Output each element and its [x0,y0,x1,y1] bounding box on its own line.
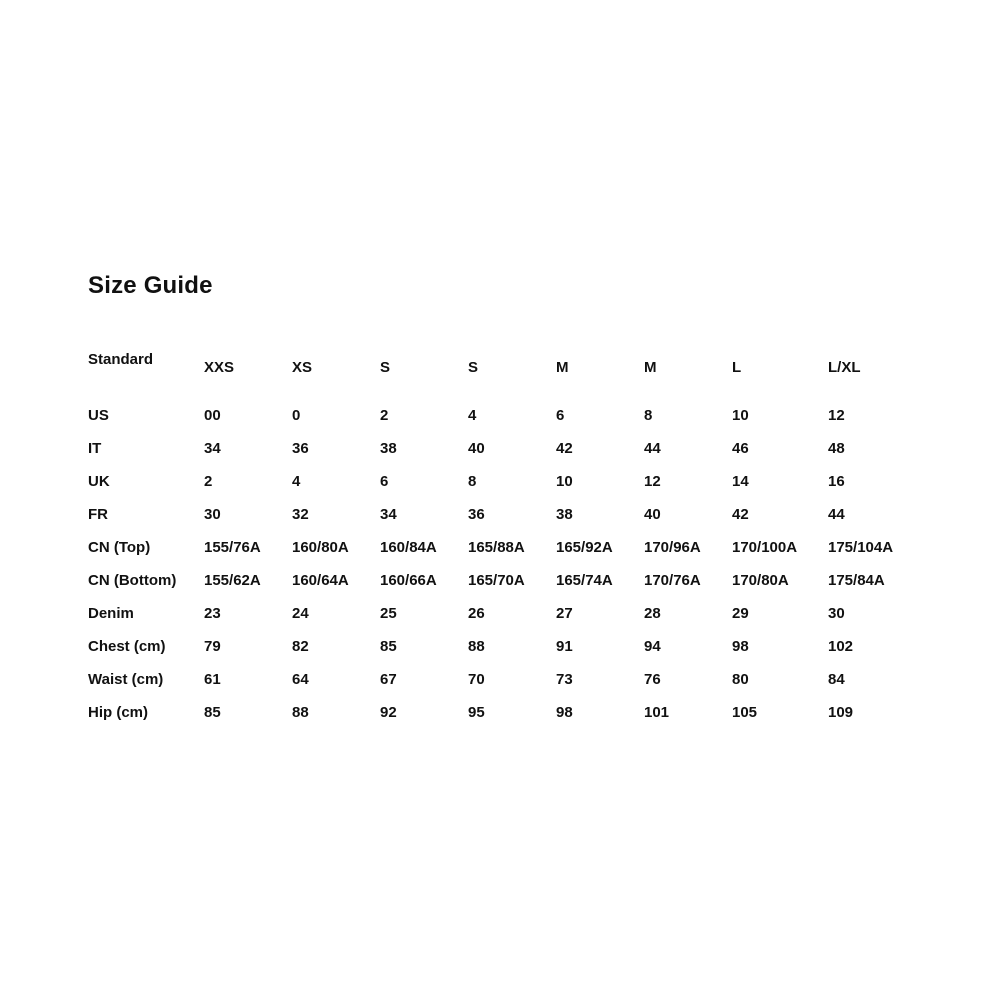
table-row [88,605,918,638]
table-cell: 32 [292,506,309,523]
table-cell: 165/74A [556,572,613,589]
table-cell: 105 [732,704,758,721]
table-cell: 42 [732,506,749,523]
table-cell: 2 [204,473,213,490]
table-cell: 42 [556,440,573,457]
table-cell: 44 [644,440,661,457]
table-cell: 160/84A [380,539,437,556]
table-cell: 84 [828,671,845,688]
table-body [88,399,918,737]
table-cell: 170/100A [732,539,798,556]
table-cell: 4 [468,407,477,424]
table-row [88,506,918,539]
table-cell: 160/64A [292,572,349,589]
row-label: Chest (cm) [88,638,166,655]
table-cell: 70 [468,671,485,688]
header-size: S [468,359,479,376]
table-cell: 94 [644,638,661,655]
header-size: M [556,359,569,376]
table-cell: 82 [292,638,309,655]
table-cell: 85 [380,638,397,655]
table-row [88,399,918,440]
table-cell: 155/62A [204,572,261,589]
row-label: Denim [88,605,134,622]
table-cell: 28 [644,605,661,622]
table-cell: 64 [292,671,309,688]
table-cell: 175/84A [828,572,885,589]
table-cell: 175/104A [828,539,894,556]
table-row [88,704,918,737]
table-cell: 160/66A [380,572,437,589]
table-row [88,572,918,605]
table-cell: 76 [644,671,661,688]
table-cell: 12 [644,473,661,490]
table-cell: 25 [380,605,397,622]
table-cell: 30 [204,506,221,523]
header-size: S [380,359,391,376]
table-cell: 14 [732,473,749,490]
header-size: XXS [204,359,235,376]
table-cell: 160/80A [292,539,349,556]
table-cell: 10 [732,407,749,424]
table-cell: 34 [204,440,221,457]
page-title: Size Guide [88,272,213,299]
table-cell: 155/76A [204,539,261,556]
table-cell: 46 [732,440,749,457]
table-cell: 10 [556,473,573,490]
table-row [88,473,918,506]
table-row [88,638,918,671]
table-cell: 00 [204,407,221,424]
table-cell: 26 [468,605,485,622]
header-size: L [732,359,742,376]
table-cell: 61 [204,671,221,688]
row-label: FR [88,506,108,523]
table-cell: 23 [204,605,221,622]
table-cell: 165/70A [468,572,525,589]
table-cell: 48 [828,440,845,457]
header-size: XS [292,359,313,376]
table-cell: 85 [204,704,221,721]
table-cell: 27 [556,605,573,622]
table-cell: 88 [468,638,485,655]
table-cell: 170/96A [644,539,701,556]
table-cell: 8 [644,407,653,424]
table-cell: 29 [732,605,749,622]
table-cell: 88 [292,704,309,721]
size-guide-table [88,350,918,737]
table-cell: 170/76A [644,572,701,589]
table-cell: 40 [468,440,485,457]
table-cell: 0 [292,407,301,424]
table-cell: 98 [732,638,749,655]
table-cell: 165/88A [468,539,525,556]
table-cell: 92 [380,704,397,721]
table-cell: 80 [732,671,749,688]
header-size: M [644,359,657,376]
table-cell: 44 [828,506,845,523]
table-cell: 36 [468,506,485,523]
row-label: IT [88,440,102,457]
table-cell: 38 [380,440,397,457]
table-cell: 91 [556,638,573,655]
table-cell: 8 [468,473,477,490]
table-header-row [88,350,918,399]
table-cell: 79 [204,638,221,655]
table-cell: 165/92A [556,539,613,556]
table-cell: 40 [644,506,661,523]
table-cell: 38 [556,506,573,523]
row-label: CN (Bottom) [88,572,177,589]
table-cell: 36 [292,440,309,457]
table-cell: 2 [380,407,389,424]
row-label: CN (Top) [88,539,151,556]
table-cell: 98 [556,704,573,721]
table-cell: 6 [556,407,565,424]
table-row [88,440,918,473]
table-row [88,671,918,704]
header-standard: Standard [88,351,154,368]
table-cell: 6 [380,473,389,490]
table-cell: 12 [828,407,845,424]
row-label: US [88,407,109,424]
table-cell: 16 [828,473,845,490]
header-size: L/XL [828,359,861,376]
table-row [88,539,918,572]
table-cell: 24 [292,605,309,622]
table-cell: 34 [380,506,397,523]
table-cell: 67 [380,671,397,688]
table-cell: 30 [828,605,845,622]
table-cell: 101 [644,704,670,721]
row-label: Waist (cm) [88,671,164,688]
table-cell: 73 [556,671,573,688]
table-cell: 102 [828,638,854,655]
table-cell: 95 [468,704,485,721]
table-cell: 170/80A [732,572,789,589]
row-label: UK [88,473,110,490]
table-cell: 109 [828,704,854,721]
row-label: Hip (cm) [88,704,148,721]
table-cell: 4 [292,473,301,490]
